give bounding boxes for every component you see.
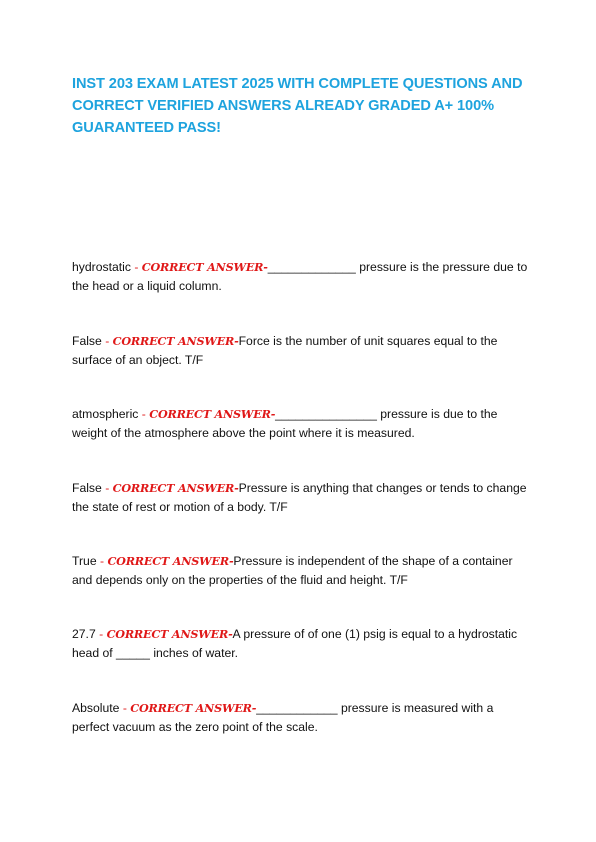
marker-dash: -: [251, 701, 257, 715]
answer-separator: -: [119, 701, 131, 715]
answer-text: True: [72, 554, 97, 568]
answer-separator: -: [101, 481, 113, 495]
marker-dash: -: [234, 334, 239, 348]
qa-item: [72, 625, 532, 662]
correct-answer-marker: CORRECT ANSWER: [106, 627, 229, 641]
question-text: Pressure is independent of the shape of a container and depends only on the properties of the fluid and height. T/F: [72, 554, 513, 587]
answer-separator: -: [95, 627, 107, 641]
correct-answer-marker: CORRECT ANSWER: [141, 260, 264, 274]
answer-separator: -: [130, 260, 142, 274]
answer-separator: -: [101, 334, 113, 348]
question-text: _______________ pressure is due to the weight of the atmosphere above the point where it is measured.: [72, 407, 498, 440]
correct-answer-marker: CORRECT ANSWER: [112, 481, 235, 495]
answer-text: 27.7: [72, 627, 96, 641]
qa-item: [72, 552, 532, 589]
question-text: A pressure of of one (1) psig is equal to a hydrostatic head of _____ inches of water.: [72, 627, 518, 660]
marker-dash: -: [234, 481, 239, 495]
answer-text: False: [72, 481, 102, 495]
qa-item: [72, 479, 532, 516]
document-title: INST 203 EXAM LATEST 2025 WITH COMPLETE QUESTIONS AND CORRECT VERIFIED ANSWERS ALREADY GRADED A+ 100% GUARANTEED PASS!: [72, 76, 523, 136]
correct-answer-marker: CORRECT ANSWER: [130, 701, 252, 715]
correct-answer-marker: CORRECT ANSWER: [107, 554, 229, 568]
answer-text: hydrostatic: [72, 260, 131, 274]
question-text: Pressure is anything that changes or tends to change the state of rest or motion of a body. T/F: [72, 481, 527, 514]
answer-separator: -: [138, 407, 150, 421]
answer-text: Absolute: [72, 701, 120, 715]
qa-item: [72, 258, 532, 295]
correct-answer-marker: CORRECT ANSWER: [149, 407, 271, 421]
marker-dash: -: [228, 554, 234, 568]
question-text: ____________ pressure is measured with a perfect vacuum as the zero point of the scale.: [72, 701, 494, 734]
answer-text: False: [72, 334, 102, 348]
marker-dash: -: [263, 260, 268, 274]
qa-item: [72, 699, 532, 736]
question-text: Force is the number of unit squares equal to the surface of an object. T/F: [72, 334, 498, 367]
marker-dash: -: [270, 407, 276, 421]
qa-item: [72, 332, 532, 369]
question-text: _____________ pressure is the pressure due to the head or a liquid column.: [72, 260, 528, 293]
marker-dash: -: [228, 627, 233, 641]
qa-item: [72, 405, 532, 442]
correct-answer-marker: CORRECT ANSWER: [112, 334, 235, 348]
answer-separator: -: [96, 554, 108, 568]
answer-text: atmospheric: [72, 407, 139, 421]
